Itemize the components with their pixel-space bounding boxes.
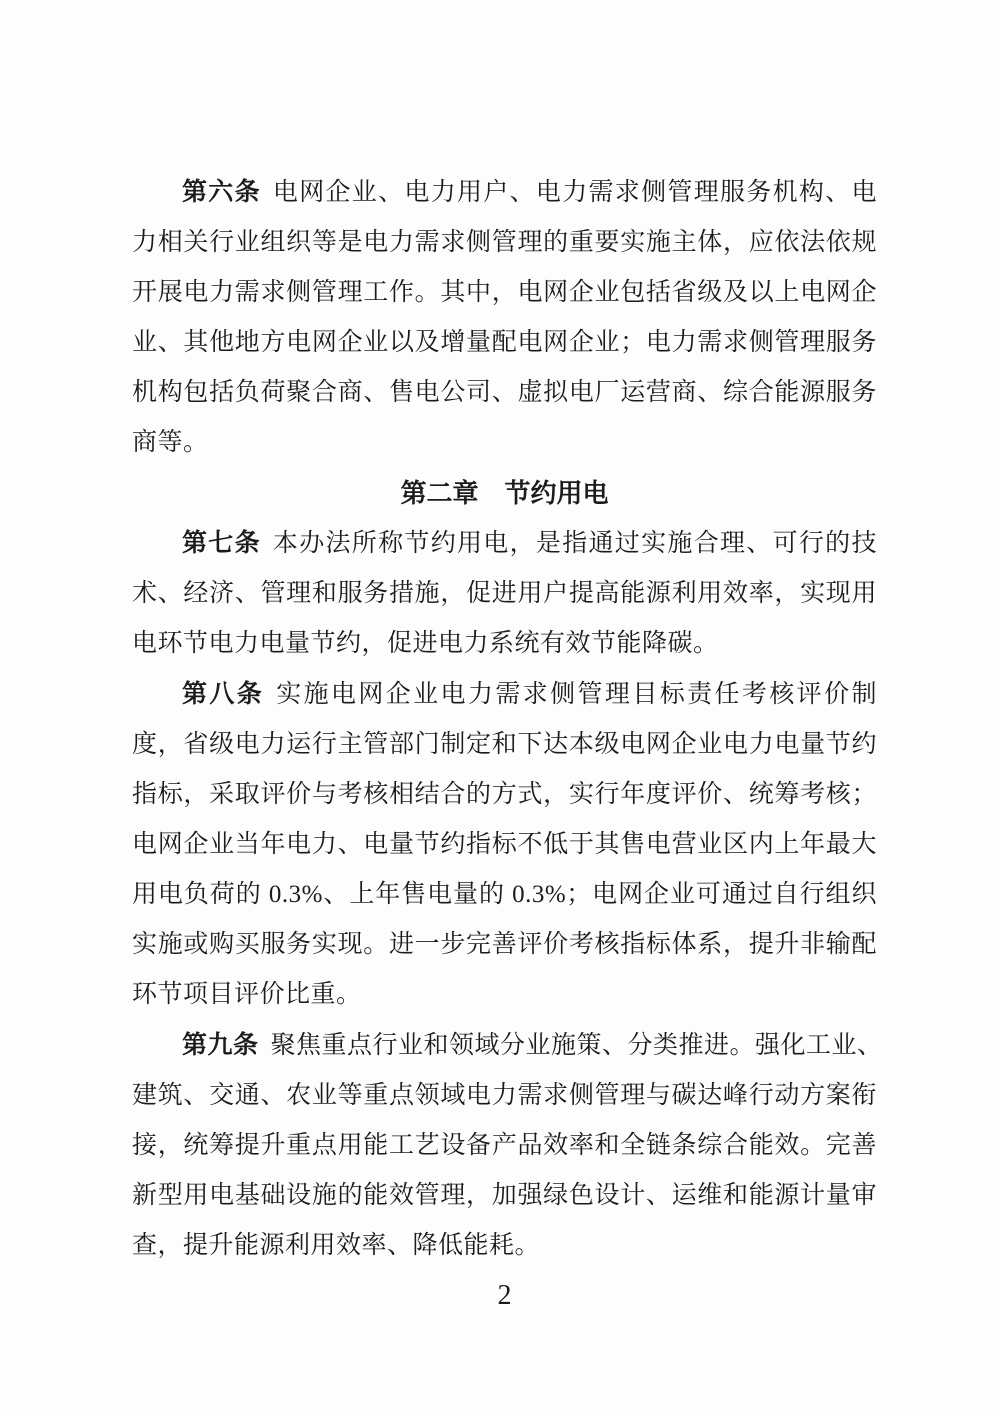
text-line: 度，省级电力运行主管部门制定和下达本级电网企业电力电量节约 <box>132 731 877 758</box>
article-7-number: 第七条 <box>182 529 261 557</box>
page-number: 2 <box>497 1280 512 1311</box>
chapter-2-heading: 第二章 节约用电 <box>400 478 609 508</box>
text-run: 实施电网企业电力需求侧管理目标责任考核评价制 <box>276 681 877 708</box>
text-line: 接，统筹提升重点用能工艺设备产品效率和全链条综合能效。完善 <box>132 1132 877 1159</box>
text-line: 查，提升能源利用效率、降低能耗。 <box>132 1232 541 1259</box>
text-line <box>132 518 877 569</box>
text-run: 电网企业、电力用户、电力需求侧管理服务机构、电 <box>272 179 877 206</box>
article-9-number: 第九条 <box>182 1031 259 1059</box>
document-body <box>132 167 883 1321</box>
text-line: 实施或购买服务实现。进一步完善评价考核指标体系，提升非输配 <box>132 931 877 958</box>
text-line: 用电负荷的 0.3%、上年售电量的 0.3%；电网企业可通过自行组织 <box>132 881 877 908</box>
text-line: 电环节电力电量节约，促进电力系统有效节能降碳。 <box>132 630 719 657</box>
text-line: 开展电力需求侧管理工作。其中，电网企业包括省级及以上电网企 <box>132 279 877 306</box>
text-line: 术、经济、管理和服务措施，促进用户提高能源利用效率，实现用 <box>132 580 877 607</box>
text-line: 业、其他地方电网企业以及增量配电网企业；电力需求侧管理服务 <box>132 329 877 356</box>
text-line: 新型用电基础设施的能效管理，加强绿色设计、运维和能源计量审 <box>132 1182 877 1209</box>
paragraph-article-8 <box>132 669 877 1020</box>
text-line: 环节项目评价比重。 <box>132 981 362 1008</box>
text-line: 机构包括负荷聚合商、售电公司、虚拟电厂运营商、综合能源服务 <box>132 379 877 406</box>
text-line: 力相关行业组织等是电力需求侧管理的重要实施主体，应依法依规 <box>132 229 877 256</box>
text-run: 本办法所称节约用电，是指通过实施合理、可行的技 <box>272 530 877 557</box>
paragraph-article-7 <box>132 518 877 669</box>
paragraph-article-6 <box>132 167 877 468</box>
text-line: 商等。 <box>132 429 209 456</box>
text-line <box>132 167 877 218</box>
text-line: 建筑、交通、农业等重点领域电力需求侧管理与碳达峰行动方案衔 <box>132 1082 877 1109</box>
text-line <box>132 1020 883 1071</box>
article-6-number: 第六条 <box>182 178 261 206</box>
paragraph-article-9 <box>132 1020 883 1271</box>
article-8-number: 第八条 <box>182 680 265 708</box>
text-line: 指标，采取评价与考核相结合的方式，实行年度评价、统筹考核； <box>132 781 877 808</box>
text-line <box>132 669 877 720</box>
text-line: 电网企业当年电力、电量节约指标不低于其售电营业区内上年最大 <box>132 831 877 858</box>
text-run: 聚焦重点行业和领域分业施策、分类推进。强化工业、 <box>270 1032 883 1059</box>
